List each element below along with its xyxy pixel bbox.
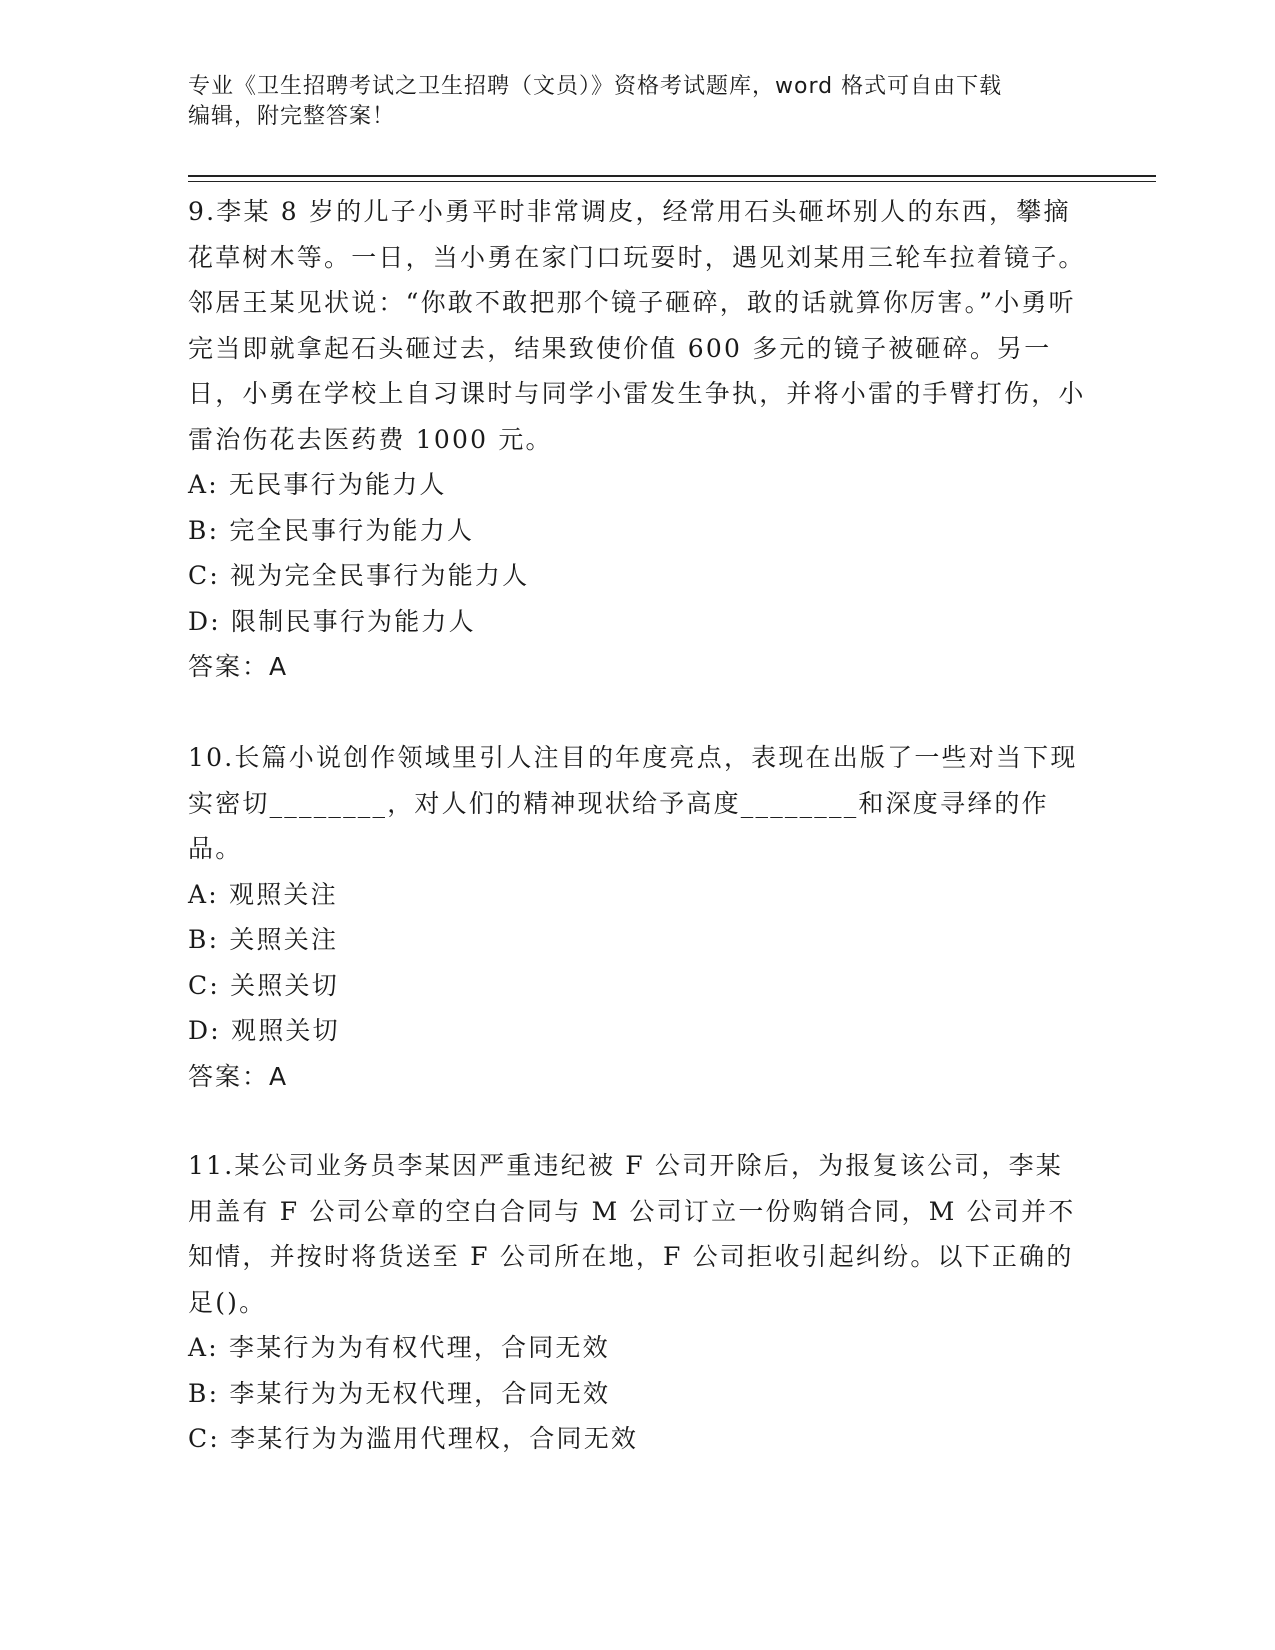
option-c: C: 视为完全民事行为能力人	[188, 561, 530, 590]
option-a: A: 观照关注	[188, 879, 338, 909]
question-stem: 9.李某 8 岁的儿子小勇平时非常调皮，经常用石头砸坏别人的东西，攀摘花草树木等。一日，当小勇在家门口玩耍时，遇见刘某用三轮车拉着镜子。邻居王某见状说：“你敢不敢把那个镜子砸碎，敢的话就算你厉害。”小勇听完当即就拿起石头砸过去，结果致使价值 600 多元的镜子被砸碎。另一日，小勇在学校上自习课时与同学小雷发生争执，并将小雷的手臂打伤，小雷治伤花去医药费 1000 元。	[188, 197, 1086, 454]
answer: 答案：A	[188, 1061, 289, 1091]
header-divider-thin	[188, 181, 1156, 182]
question-10	[188, 735, 1088, 1099]
option-b: B: 完全民事行为能力人	[188, 515, 475, 545]
question-11	[188, 1143, 1088, 1462]
question-9	[188, 189, 1088, 690]
option-d: D: 限制民事行为能力人	[188, 606, 476, 636]
option-c: C: 关照关切	[188, 970, 339, 1000]
header-line-1: 专业《卫生招聘考试之卫生招聘（文员）》资格考试题库，word 格式可自由下载	[188, 74, 1003, 99]
option-d: D: 观照关切	[188, 1016, 340, 1045]
answer: 答案：A	[188, 652, 289, 681]
header-line-2: 编辑，附完整答案！	[188, 104, 396, 129]
option-a: A: 李某行为为有权代理，合同无效	[188, 1333, 610, 1362]
option-c: C: 李某行为为滥用代理权，合同无效	[188, 1424, 639, 1453]
question-stem: 11.某公司业务员李某因严重违纪被 F 公司开除后，为报复该公司，李某用盖有 F 公司公章的空白合同与 M 公司订立一份购销合同，M 公司并不知情，并按时将货送至 F 公司所在地，F 公司拒收引起纠纷。以下正确的足()。	[188, 1151, 1076, 1317]
header-divider-thick	[188, 175, 1156, 177]
option-b: B: 李某行为为无权代理，合同无效	[188, 1378, 611, 1408]
option-a: A: 无民事行为能力人	[188, 470, 447, 499]
option-b: B: 关照关注	[188, 925, 339, 954]
document-header	[188, 72, 1088, 132]
question-stem: 10.长篇小说创作领域里引人注目的年度亮点，表现在出版了一些对当下现实密切________，对人们的精神现状给予高度________和深度寻绎的作品。	[188, 743, 1078, 863]
